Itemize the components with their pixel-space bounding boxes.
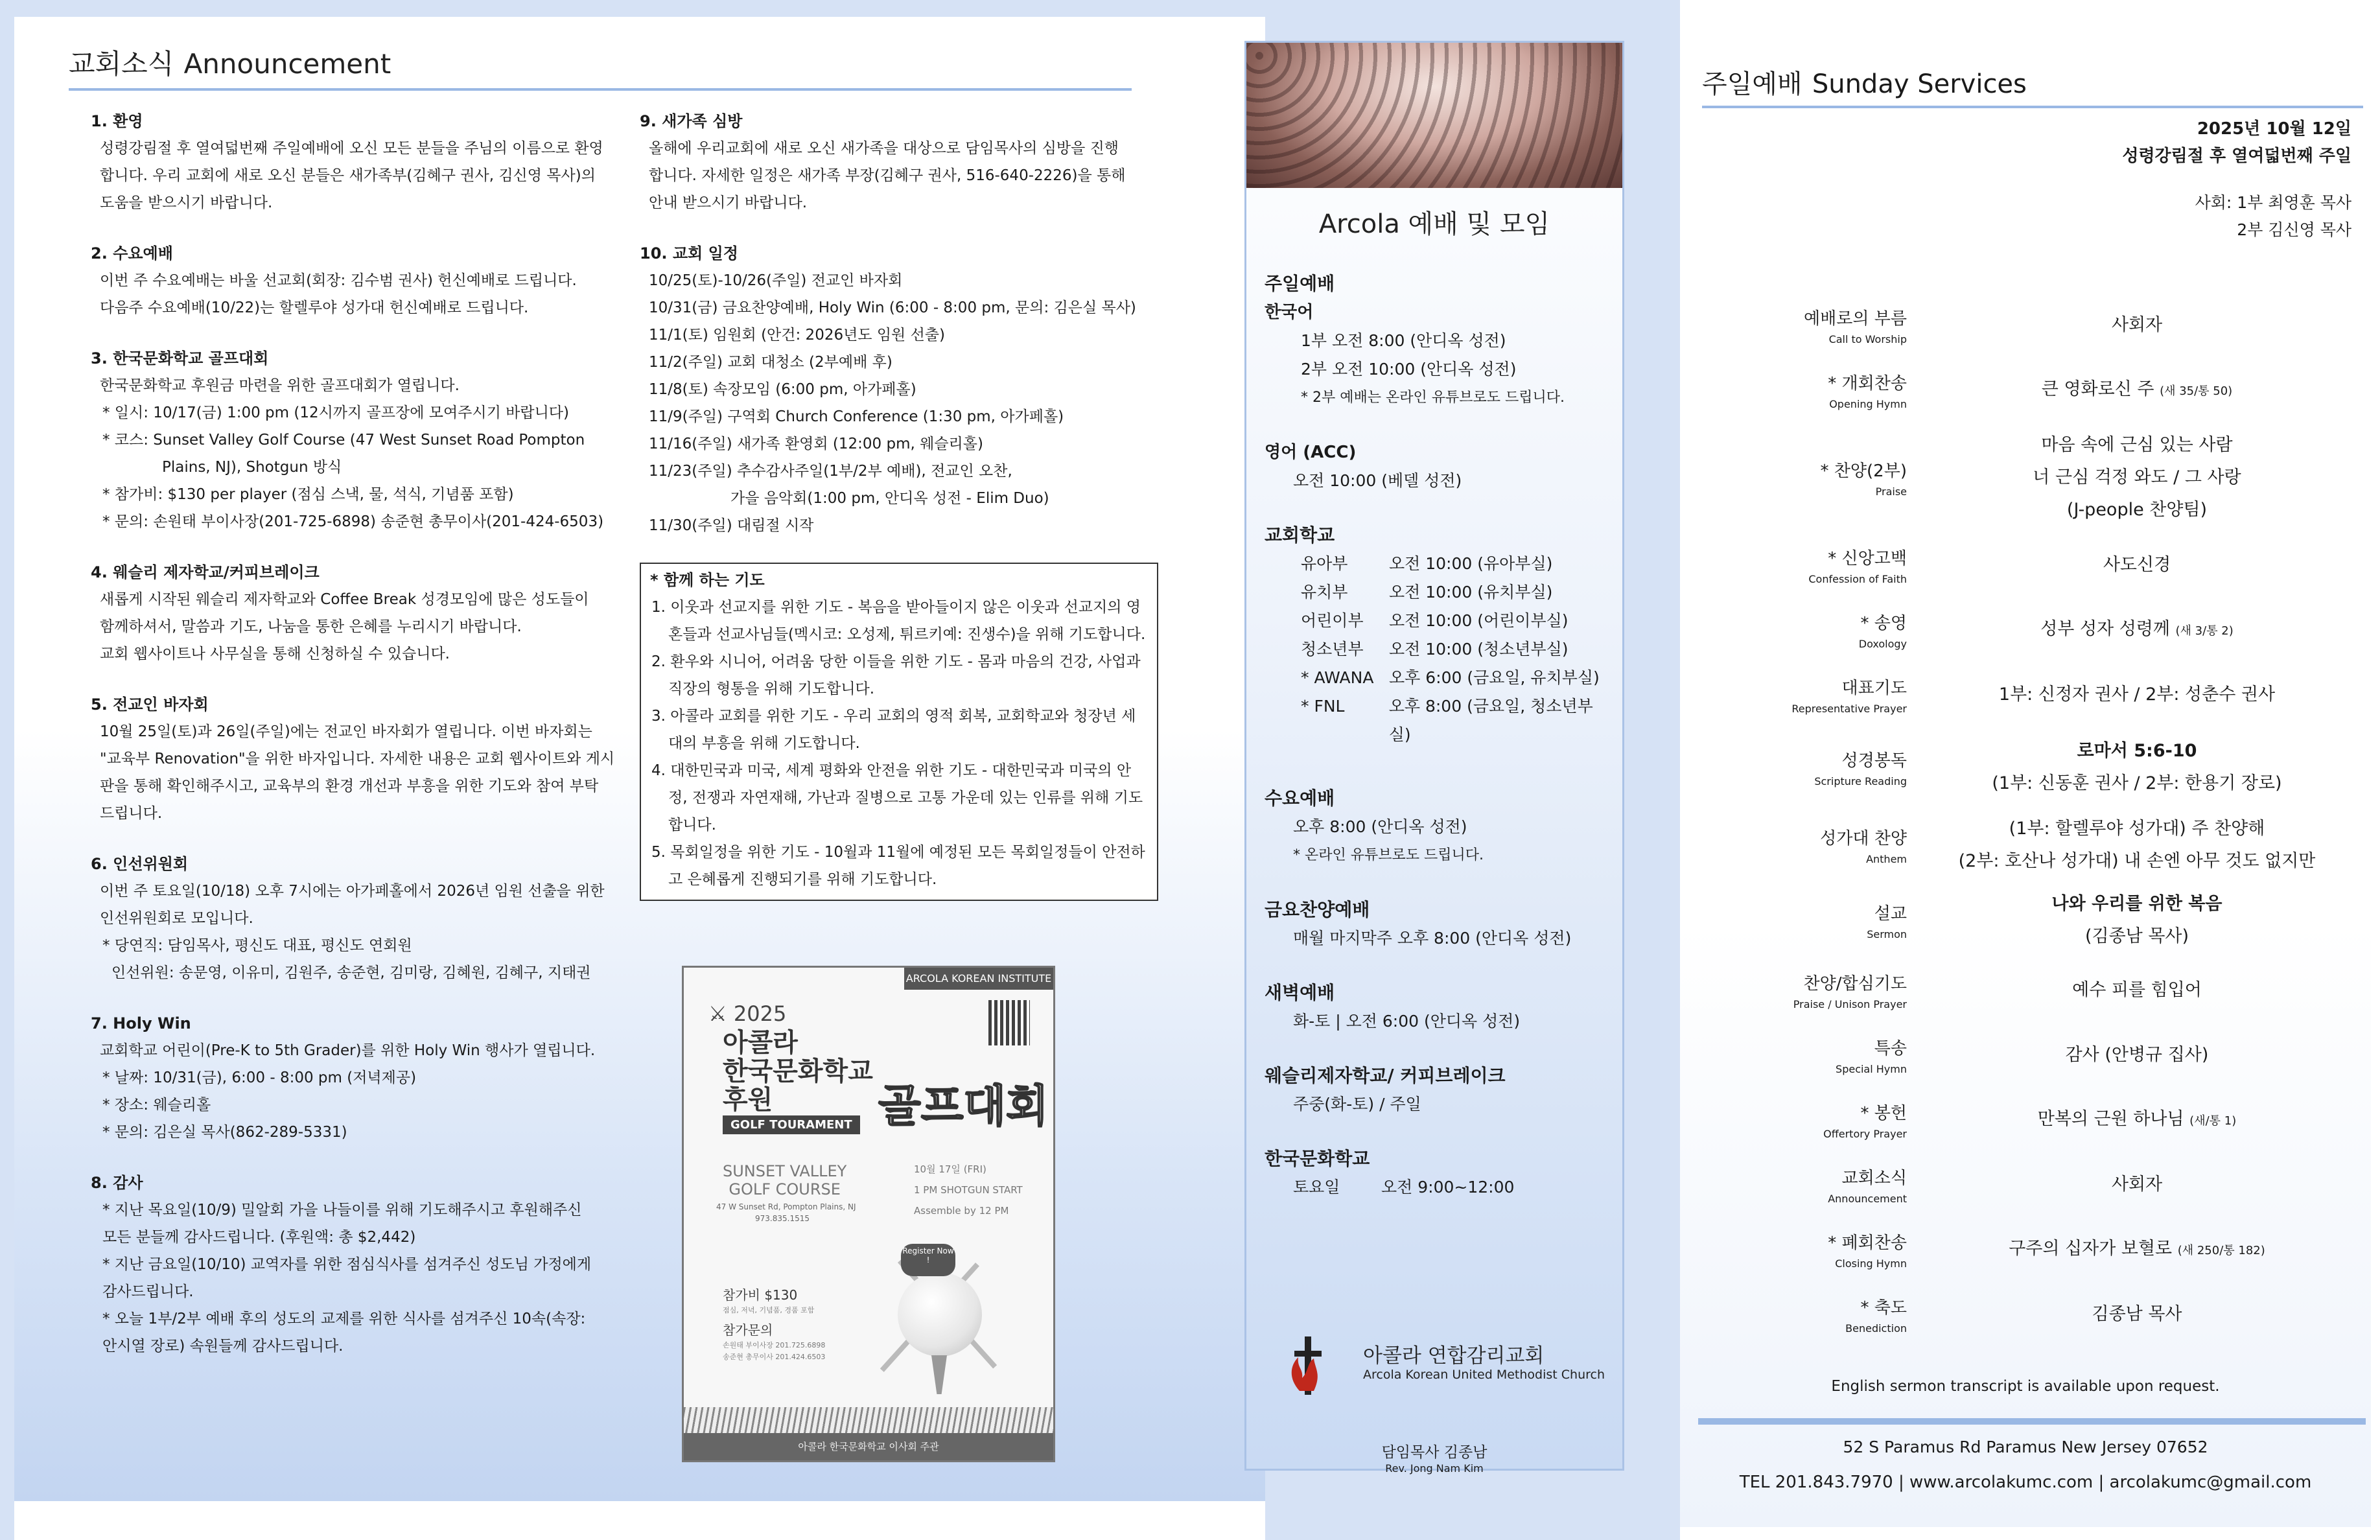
services-panel bbox=[1680, 17, 2371, 1527]
section-title: 4. 웨슬리 제자학교/커피브레이크 bbox=[91, 563, 320, 581]
poster-contact-line: 손원태 부이사장 201.725.6898 bbox=[723, 1341, 826, 1349]
section-line: 합니다. 자세한 일정은 새가족 부장(김혜구 권사, 516-640-2226)을 통해 bbox=[649, 167, 1126, 184]
section-line: 다음주 수요예배(10/22)는 할렐루야 성가대 헌신예배로 드립니다. bbox=[100, 299, 529, 316]
schedule-line: 10/25(토)-10/26(주일) 전교인 바자회 bbox=[649, 272, 903, 289]
schedule-line: 매월 마지막주 오후 8:00 (안디옥 성전) bbox=[1293, 929, 1572, 948]
congregation-photo bbox=[1246, 43, 1622, 188]
background-left bbox=[0, 0, 14, 1540]
section-wednesday bbox=[91, 240, 648, 321]
culture-row: 토요일 오전 9:00~12:00 bbox=[1293, 1178, 1515, 1196]
order-row: 찬양/합심기도 Praise / Unison Prayer 예수 피를 힘입어 bbox=[1793, 974, 2202, 1010]
schedule-line: 11/2(주일) 교회 대청소 (2부예배 후) bbox=[649, 354, 892, 371]
poster-date-line: 10월 17일 (FRI) bbox=[914, 1163, 986, 1175]
prayer-item: 1. 이웃과 선교지를 위한 기도 - 복음을 받아들이지 않은 이웃과 선교지의 영혼들과 선교사님들(멕시코: 오성제, 튀르키예: 진생수)을 위해 기도합니다. bbox=[651, 599, 1146, 643]
announcement-panel bbox=[14, 17, 1265, 1501]
section-line: 합니다. 우리 교회에 새로 오신 분들은 새가족부(김혜구 권사, 김신영 목사)의 bbox=[100, 167, 596, 184]
poster-address-line: 47 W Sunset Rd, Pompton Plains, NJ bbox=[716, 1202, 856, 1211]
schedule-note: * 2부 예배는 온라인 유튜브로도 드립니다. bbox=[1301, 390, 1565, 406]
section-title: 5. 전교인 바자회 bbox=[91, 695, 209, 714]
church-address: 52 S Paramus Rd Paramus New Jersey 07652 bbox=[1843, 1438, 2208, 1456]
section-title: 1. 환영 bbox=[91, 112, 143, 130]
cross-flame-icon bbox=[1285, 1333, 1331, 1397]
services-header bbox=[1702, 64, 2363, 108]
poster-title-line: 후원 bbox=[723, 1085, 773, 1115]
section-nomination bbox=[91, 850, 648, 986]
prayer-item: 5. 목회일정을 위한 기도 - 10월과 11월에 예정된 모든 목회일정들이 안전하고 은혜롭게 진행되기를 위해 기도합니다. bbox=[651, 844, 1145, 888]
section-bazaar bbox=[91, 691, 648, 827]
section-bullet: * 코스: Sunset Valley Golf Course (47 West Sunset Road Pompton bbox=[102, 432, 585, 449]
golf-tee-icon bbox=[931, 1355, 947, 1394]
order-row: * 개회찬송 Opening Hymn 큰 영화로신 주 (새 35/통 50) bbox=[1828, 374, 2233, 410]
schedule-heading: 웨슬리제자학교/ 커피브레이크 bbox=[1265, 1065, 1506, 1086]
grass-decoration bbox=[684, 1407, 1053, 1433]
order-row: 대표기도 Representative Prayer 1부: 신정자 권사 / 2부: 성춘수 권사 bbox=[1791, 679, 2276, 715]
section-line: 도움을 받으시기 바랍니다. bbox=[100, 194, 273, 211]
schedule-line: 11/1(토) 임원회 (안건: 2026년도 임원 선출) bbox=[649, 327, 945, 344]
order-row: 특송 Special Hymn 감사 (안병규 집사) bbox=[1836, 1039, 2209, 1075]
order-row: * 송영 Doxology 성부 성자 성령께 (새 3/통 2) bbox=[1858, 614, 2234, 650]
poster-course-line: SUNSET VALLEY bbox=[723, 1162, 847, 1180]
qr-code-icon bbox=[988, 1000, 1030, 1045]
schedule-line: 가을 음악회(1:00 pm, 안디옥 성전 - Elim Duo) bbox=[730, 490, 1049, 507]
section-line: 한국문화학교 후원금 마련을 위한 골프대회가 열립니다. bbox=[100, 377, 460, 394]
section-thanks bbox=[91, 1169, 648, 1360]
school-row: 유치부 오전 10:00 (유치부실) bbox=[1301, 583, 1553, 601]
poster-org: ARCOLA KOREAN INSTITUTE bbox=[904, 968, 1053, 990]
schedule-line: 11/16(주일) 새가족 환영회 (12:00 pm, 웨슬리홀) bbox=[649, 436, 983, 452]
poster-title-line: 아콜라 bbox=[723, 1028, 798, 1058]
poster-date-line: Assemble by 12 PM bbox=[914, 1205, 1009, 1217]
service-date-text: 2025년 10월 12일 bbox=[2197, 119, 2351, 139]
poster-address-line: 973.835.1515 bbox=[755, 1214, 810, 1223]
schedule-heading: 교회학교 bbox=[1265, 524, 1335, 546]
services-title-en: Sunday Services bbox=[1812, 69, 2027, 99]
schedule-note: * 온라인 유튜브로도 드립니다. bbox=[1293, 847, 1484, 863]
sermon-transcript-note: English sermon transcript is available upon request. bbox=[1831, 1378, 2220, 1395]
service-date bbox=[2122, 115, 2351, 170]
section-line: Plains, NJ), Shotgun 방식 bbox=[162, 459, 342, 476]
schedule-line: 11/8(토) 속장모임 (6:00 pm, 아가페홀) bbox=[649, 381, 916, 398]
order-of-service bbox=[1706, 293, 2354, 1347]
order-row: * 신앙고백 Confession of Faith 사도신경 bbox=[1808, 549, 2171, 585]
section-wesley bbox=[91, 559, 648, 668]
order-row: 예배로의 부름 Call to Worship 사회자 bbox=[1804, 309, 2163, 345]
schedule-line: 주중(화-토) / 주일 bbox=[1293, 1095, 1421, 1114]
section-line: 10월 25일(토)과 26일(주일)에는 전교인 바자회가 열립니다. 이번 바자회는 bbox=[100, 723, 592, 740]
pastor-en: Rev. Jong Nam Kim bbox=[1385, 1462, 1484, 1475]
section-title: 9. 새가족 심방 bbox=[640, 112, 743, 130]
poster-title-line: 한국문화학교 bbox=[723, 1056, 873, 1086]
golf-icon: ⚔ bbox=[708, 1001, 727, 1026]
order-row: * 봉헌 Offertory Prayer 만복의 근원 하나님 (새/통 1) bbox=[1823, 1104, 2237, 1140]
schedule-heading: 수요예배 bbox=[1265, 788, 1335, 809]
schedule-title: Arcola 예배 및 모임 bbox=[1318, 209, 1550, 239]
section-bullet: * 참가비: $130 per player (점심 스낵, 물, 석식, 기념품 포함) bbox=[102, 486, 514, 503]
section-line: 성령강림절 후 열여덟번째 주일예배에 오신 모든 분들을 주님의 이름으로 환영 bbox=[100, 140, 603, 157]
church-name-ko: 아콜라 연합감리교회 bbox=[1363, 1344, 1545, 1368]
section-title: 3. 한국문화학교 골프대회 bbox=[91, 349, 269, 368]
poster-footer: 아콜라 한국문화학교 이사회 주관 bbox=[684, 1433, 1053, 1460]
section-bullet: * 장소: 웨슬리홀 bbox=[102, 1097, 211, 1114]
schedule-heading: 새벽예배 bbox=[1265, 982, 1335, 1003]
section-bullet: * 당연직: 담임목사, 평신도 대표, 평신도 연회원 bbox=[102, 937, 412, 954]
poster-date-line: 1 PM SHOTGUN START bbox=[914, 1184, 1023, 1196]
service-leader-line: 2부 김신영 목사 bbox=[2237, 220, 2351, 239]
school-row: 유아부 오전 10:00 (유아부실) bbox=[1301, 554, 1553, 573]
announcement-header bbox=[69, 43, 1132, 91]
services-title-ko: 주일예배 bbox=[1702, 69, 1802, 99]
section-bullet: * 문의: 김은실 목사(862-289-5331) bbox=[102, 1124, 347, 1141]
church-name-en: Arcola Korean United Methodist Church bbox=[1363, 1368, 1605, 1382]
schedule-body bbox=[1265, 270, 1615, 1202]
section-line: 이번 주 수요예배는 바울 선교회(회장: 김수범 권사) 헌신예배로 드립니다. bbox=[100, 272, 577, 289]
schedule-line: 11/30(주일) 대림절 시작 bbox=[649, 517, 814, 534]
poster-tag: GOLF TOURAMENT bbox=[723, 1115, 860, 1134]
section-line: "교육부 Renovation"을 위한 바자입니다. 자세한 내용은 교회 웹사이트와 게시 bbox=[100, 751, 615, 767]
schedule-heading: 한국문화학교 bbox=[1265, 1148, 1370, 1169]
schedule-heading: 주일예배 bbox=[1265, 273, 1335, 294]
schedule-line: 1부 오전 8:00 (안디옥 성전) bbox=[1301, 331, 1506, 350]
school-row: 어린이부 오전 10:00 (어린이부실) bbox=[1301, 611, 1569, 630]
footer-divider bbox=[1698, 1418, 2366, 1425]
section-holywin bbox=[91, 1010, 648, 1146]
poster-fee-sub: 점심, 저녁, 기념품, 경품 포함 bbox=[723, 1306, 815, 1314]
section-title: 6. 인선위원회 bbox=[91, 855, 189, 873]
order-row: * 폐회찬송 Closing Hymn 구주의 십자가 보혈로 (새 250/통 182) bbox=[1828, 1233, 2265, 1270]
section-visit bbox=[640, 108, 1158, 216]
poster-contact-title: 참가문의 bbox=[723, 1322, 773, 1338]
poster-big-title: 골프대회 bbox=[878, 1081, 1049, 1132]
section-golf bbox=[91, 345, 648, 535]
section-line: 안내 받으시기 바랍니다. bbox=[649, 194, 808, 211]
section-title: 8. 감사 bbox=[91, 1174, 143, 1192]
section-bullet: * 날짜: 10/31(금), 6:00 - 8:00 pm (저녁제공) bbox=[102, 1069, 417, 1086]
section-church-schedule bbox=[640, 240, 1158, 539]
pastor-ko: 담임목사 김종남 bbox=[1381, 1444, 1488, 1461]
section-bullet: * 문의: 손원태 부이사장(201-725-6898) 송준현 총무이사(201-424-6503) bbox=[102, 513, 604, 530]
prayer-title: * 함께 하는 기도 bbox=[650, 571, 765, 589]
section-welcome bbox=[91, 108, 648, 216]
poster-address bbox=[716, 1201, 856, 1224]
section-line: 새롭게 시작된 웨슬리 제자학교와 Coffee Break 성경모임에 많은 성도들이 bbox=[100, 591, 589, 608]
poster-course bbox=[723, 1162, 846, 1198]
order-row: * 축도 Benediction 김종남 목사 bbox=[1845, 1298, 2182, 1335]
section-line: 교회학교 어린이(Pre-K to 5th Grader)를 위한 Holy Win 행사가 열립니다. bbox=[100, 1042, 596, 1059]
school-row: * FNL 오후 8:00 (금요일, 청소년부실) bbox=[1301, 697, 1593, 744]
section-bullet: 감사드립니다. bbox=[102, 1283, 194, 1300]
poster-date bbox=[914, 1159, 1023, 1221]
order-row: 교회소식 Announcement 사회자 bbox=[1828, 1169, 2163, 1205]
section-bullet: * 오늘 1부/2부 예배 후의 성도의 교제를 위한 식사를 섬겨주신 10속(속장: bbox=[102, 1311, 586, 1327]
service-sunday-name: 성령강림절 후 열여덟번째 주일 bbox=[2122, 146, 2351, 166]
golf-poster bbox=[682, 966, 1055, 1462]
schedule-line: 오전 10:00 (베델 성전) bbox=[1293, 471, 1462, 490]
announcement-right-column bbox=[640, 108, 1158, 901]
section-bullet: * 지난 금요일(10/10) 교역자를 위한 점심식사를 섬겨주신 성도님 가정에게 bbox=[102, 1256, 592, 1273]
poster-year bbox=[708, 1001, 786, 1026]
schedule-line: 오후 8:00 (안디옥 성전) bbox=[1293, 817, 1467, 836]
order-row: 설교 Sermon 나와 우리를 위한 복음 (김종남 목사) bbox=[1867, 894, 2222, 946]
order-row: 성가대 찬양 Anthem (1부: 할렐루야 성가대) 주 찬양해 (2부: 호산나 성가대) 내 손엔 아무 것도 없지만 bbox=[1820, 819, 2316, 871]
section-bullet: 안시열 장로) 속원들께 감사드립니다. bbox=[102, 1338, 344, 1355]
poster-year-text: 2025 bbox=[733, 1001, 787, 1026]
school-row: * AWANA 오후 6:00 (금요일, 유치부실) bbox=[1301, 668, 1600, 687]
schedule-subheading: 한국어 bbox=[1265, 303, 1314, 322]
worship-schedule-panel bbox=[1244, 41, 1624, 1475]
schedule-line: 화-토 | 오전 6:00 (안디옥 성전) bbox=[1293, 1012, 1521, 1031]
schedule-line: 2부 오전 10:00 (안디옥 성전) bbox=[1301, 360, 1517, 379]
section-bullet: 모든 분들께 감사드립니다. (후원액: 총 $2,442) bbox=[102, 1229, 416, 1246]
schedule-line: 10/31(금) 금요찬양예배, Holy Win (6:00 - 8:00 pm, 문의: 김은실 목사) bbox=[649, 299, 1136, 316]
section-line: 인선위원: 송문영, 이유미, 김원주, 송준현, 김미랑, 김혜원, 김혜구, 지태권 bbox=[111, 964, 591, 981]
church-contact: TEL 201.843.7970 | www.arcolakumc.com | arcolakumc@gmail.com bbox=[1739, 1473, 2312, 1492]
prayer-box bbox=[640, 563, 1158, 901]
section-line: 인선위원회로 모입니다. bbox=[100, 910, 253, 927]
schedule-subheading: 영어 (ACC) bbox=[1265, 443, 1357, 462]
section-bullet: * 일시: 10/17(금) 1:00 pm (12시까지 골프장에 모여주시기 바랍니다) bbox=[102, 404, 569, 421]
section-title: 7. Holy Win bbox=[91, 1014, 191, 1032]
order-row: * 찬양(2부) Praise 마음 속에 근심 있는 사람 너 근심 걱정 와도 / 그 사랑 (J-people 찬양팀) bbox=[1820, 435, 2241, 520]
section-line: 이번 주 토요일(10/18) 오후 7시에는 아가페홀에서 2026년 임원 선출을 위한 bbox=[100, 883, 605, 900]
schedule-line: 11/23(주일) 추수감사주일(1부/2부 예배), 전교인 오찬, bbox=[649, 463, 1012, 480]
poster-fee bbox=[723, 1285, 825, 1363]
service-leaders bbox=[2195, 189, 2351, 244]
register-button: Register Now ! bbox=[901, 1244, 955, 1276]
poster-title bbox=[723, 1029, 873, 1114]
section-line: 교회 웹사이트나 사무실을 통해 신청하실 수 있습니다. bbox=[100, 646, 450, 662]
announcement-left-column bbox=[91, 108, 648, 1383]
announcement-title-ko: 교회소식 bbox=[69, 48, 174, 80]
section-title: 10. 교회 일정 bbox=[640, 244, 738, 262]
prayer-item: 2. 환우와 시니어, 어려움 당한 이들을 위한 기도 - 몸과 마음의 건강, 사업과 직장의 형통을 위해 기도합니다. bbox=[651, 653, 1141, 697]
section-title: 2. 수요예배 bbox=[91, 244, 173, 262]
prayer-item: 4. 대한민국과 미국, 세계 평화와 안전을 위한 기도 - 대한민국과 미국의 안정, 전쟁과 자연재해, 가난과 질병으로 고통 가운데 있는 인류를 위해 기도합니다. bbox=[651, 762, 1143, 834]
service-leader-line: 사회: 1부 최영훈 목사 bbox=[2195, 193, 2351, 212]
poster-course-line: GOLF COURSE bbox=[729, 1180, 841, 1198]
announcement-title-en: Announcement bbox=[183, 48, 391, 80]
schedule-line: 11/9(주일) 구역회 Church Conference (1:30 pm, 아가페홀) bbox=[649, 408, 1064, 425]
section-line: 판을 통해 확인해주시고, 교육부의 환경 개선과 부흥을 위한 기도와 참여 부탁 bbox=[100, 778, 599, 795]
section-bullet: * 지난 목요일(10/9) 밀알회 가을 나들이를 위해 기도해주시고 후원해주신 bbox=[102, 1202, 582, 1219]
poster-contact-line: 송준현 총무이사 201.424.6503 bbox=[723, 1353, 826, 1361]
section-line: 드립니다. bbox=[100, 805, 163, 822]
section-line: 함께하셔서, 말씀과 기도, 나눔을 통한 은혜를 누리시기 바랍니다. bbox=[100, 618, 522, 635]
section-line: 올해에 우리교회에 새로 오신 새가족을 대상으로 담임목사의 심방을 진행 bbox=[649, 140, 1119, 157]
prayer-item: 3. 아콜라 교회를 위한 기도 - 우리 교회의 영적 회복, 교회학교와 청장년 세대의 부흥을 위해 기도합니다. bbox=[651, 708, 1136, 752]
order-row: 성경봉독 Scripture Reading 로마서 5:6-10 (1부: 신동훈 권사 / 2부: 한용기 장로) bbox=[1814, 741, 2282, 793]
school-row: 청소년부 오전 10:00 (청소년부실) bbox=[1301, 640, 1569, 659]
poster-fee-text: 참가비 $130 bbox=[723, 1287, 798, 1303]
schedule-heading: 금요찬양예배 bbox=[1265, 899, 1370, 920]
golf-ball-icon bbox=[898, 1272, 982, 1357]
